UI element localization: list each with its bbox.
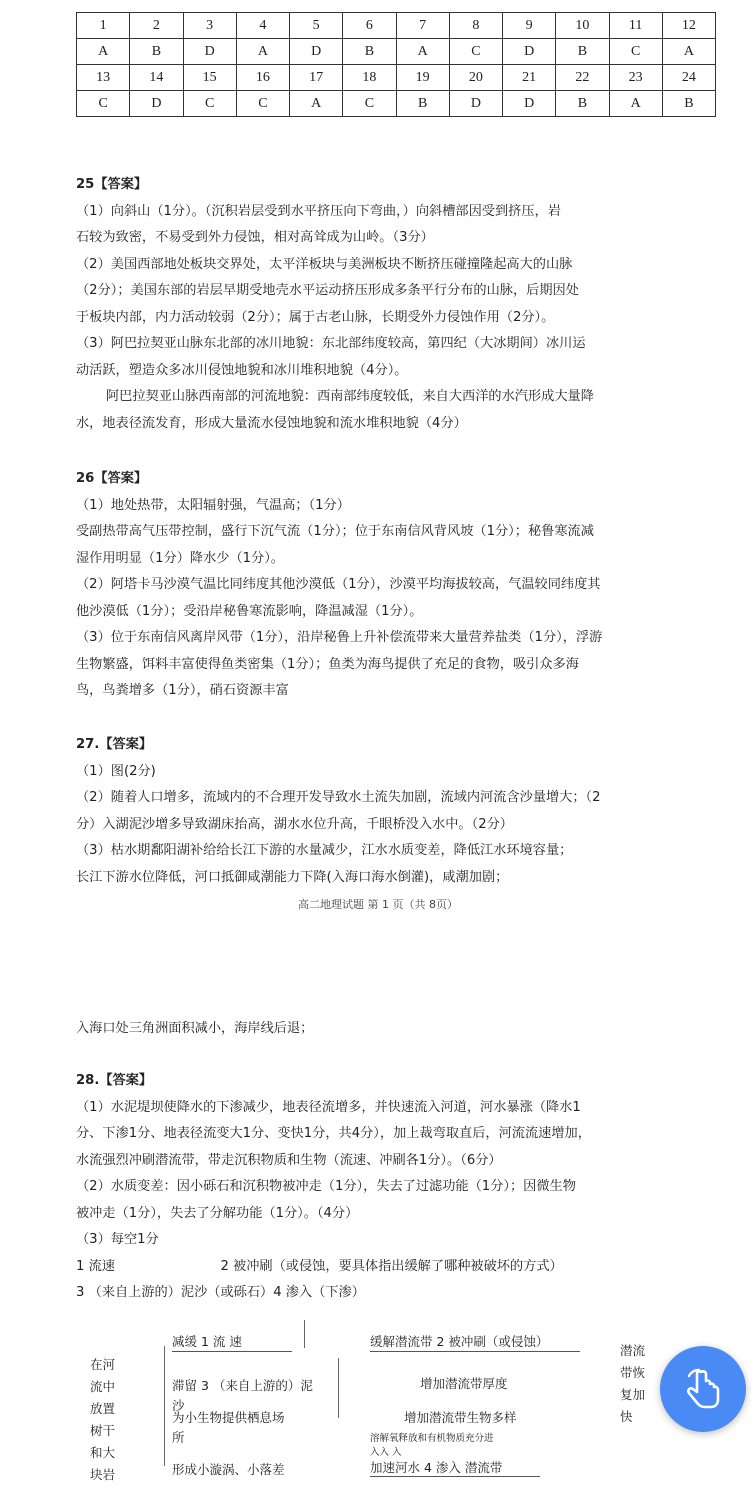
question-number-cell: 9 xyxy=(503,13,556,39)
answer-cell: A xyxy=(77,39,130,65)
diagram-right-5: 加速河水 4 渗入 潜流带 xyxy=(370,1460,503,1475)
underline xyxy=(370,1351,580,1352)
q27-title: 27.【答案】 xyxy=(76,737,153,752)
q25-line: （3）阿巴拉契亚山脉东北部的冰川地貌：东北部纬度较高，第四纪（大冰期间）冰川运 xyxy=(76,336,586,351)
question-number-cell: 4 xyxy=(236,13,289,39)
q28-line: 1 流速 2 被冲刷（或侵蚀，要具体指出缓解了哪种被破坏的方式） xyxy=(76,1258,563,1274)
answer-cell: D xyxy=(183,39,236,65)
answer-cell: A xyxy=(609,91,662,117)
q26-line: 鸟，鸟粪增多（1分），硝石资源丰富 xyxy=(76,683,289,698)
answer-cell: D xyxy=(130,91,183,117)
answer-cell: C xyxy=(183,91,236,117)
question-number-cell: 8 xyxy=(449,13,502,39)
question-number-cell: 15 xyxy=(183,65,236,91)
touch-hand-icon xyxy=(680,1366,726,1412)
answer-cell: C xyxy=(449,39,502,65)
answer-table-row xyxy=(77,65,716,91)
answer-cell: B xyxy=(662,91,715,117)
answer-cell: B xyxy=(130,39,183,65)
diagram-left-label: 在河 流中 放置 树干 和大 块岩 xyxy=(90,1357,116,1482)
question-number-cell: 3 xyxy=(183,13,236,39)
q28-line: （2）水质变差：因小砾石和沉积物被冲走（1分），失去了过滤功能（1分）；因微生物 xyxy=(76,1179,576,1194)
page-footer: 高二地理试题 第 1 页（共 8页） xyxy=(298,898,458,911)
answer-cell: A xyxy=(236,39,289,65)
diagram-mid-4: 形成小漩涡、小落差 xyxy=(172,1462,285,1477)
question-number-cell: 5 xyxy=(290,13,343,39)
floating-action-button[interactable] xyxy=(660,1346,746,1432)
q25-line: 动活跃，塑造众多冰川侵蚀地貌和冰川堆积地貌（4分）。 xyxy=(76,362,408,378)
question-number-cell: 13 xyxy=(77,65,130,91)
diagram-mid-3: 为小生物提供栖息场 xyxy=(172,1410,285,1425)
question-number-cell: 22 xyxy=(556,65,609,91)
question-number-cell: 20 xyxy=(449,65,502,91)
question-number-cell: 6 xyxy=(343,13,396,39)
q25-title: 25【答案】 xyxy=(76,177,148,192)
divider-line xyxy=(304,1320,305,1348)
q25-line: 石较为致密，不易受到外力侵蚀，相对高耸成为山岭。（3分） xyxy=(76,230,434,245)
q25-line: （2分）；美国东部的岩层早期受地壳水平运动挤压形成多条平行分布的山脉，后期因处 xyxy=(76,283,579,298)
underline xyxy=(370,1476,540,1477)
continued-text: 入海口处三角洲面积减小，海岸线后退； xyxy=(76,1021,314,1036)
answer-cell: D xyxy=(503,91,556,117)
question-number-cell: 18 xyxy=(343,65,396,91)
question-number-cell: 10 xyxy=(556,13,609,39)
bracket-line xyxy=(164,1346,165,1466)
question-number-cell: 17 xyxy=(290,65,343,91)
diagram-right-4b: 入入 入 xyxy=(370,1447,402,1458)
underline xyxy=(172,1351,292,1352)
diagram-right-1: 缓解潜流带 2 被冲刷（或侵蚀） xyxy=(370,1334,549,1349)
answer-cell: D xyxy=(290,39,343,65)
q28-title: 28.【答案】 xyxy=(76,1073,153,1088)
diagram-right-2: 增加潜流带厚度 xyxy=(420,1376,508,1391)
q26-line: 湿作用明显（1分）降水少（1分）。 xyxy=(76,550,284,566)
q26-line: （3）位于东南信风离岸风带（1分），沿岸秘鲁上升补偿流带来大量营养盐类（1分），浮游 xyxy=(76,630,603,645)
q28-section xyxy=(76,1068,716,1307)
answer-cell: A xyxy=(396,39,449,65)
answer-cell: D xyxy=(449,91,502,117)
q28-line: 被冲走（1分），失去了分解功能（1分）。（4分） xyxy=(76,1205,359,1221)
q28-line: 水流强烈冲刷潜流带，带走沉积物质和生物（流速、冲刷各1分）。（6分） xyxy=(76,1152,502,1168)
q25-section xyxy=(76,172,716,437)
answer-table-row xyxy=(77,39,716,65)
answer-table-row xyxy=(77,91,716,117)
answer-cell: C xyxy=(236,91,289,117)
answer-table-row xyxy=(77,13,716,39)
answer-cell: D xyxy=(503,39,556,65)
q26-line: （2）阿塔卡马沙漠气温比同纬度其他沙漠低（1分），沙漠平均海拔较高，气温较同纬度其 xyxy=(76,577,601,592)
diagram-mid-3b: 所 xyxy=(172,1430,185,1445)
q27-line: （3）枯水期鄱阳湖补给给长江下游的水量减少，江水水质变差，降低江水环境容量； xyxy=(76,843,573,858)
q27-line: （2）随着人口增多，流域内的不合理开发导致水土流失加剧，流域内河流含沙量增大；（2 xyxy=(76,790,601,805)
question-number-cell: 23 xyxy=(609,65,662,91)
question-number-cell: 7 xyxy=(396,13,449,39)
q28-line: 分、下渗1分、地表径流变大1分、变快1分，共4分），加上裁弯取直后，河流流速增加， xyxy=(76,1126,591,1141)
answer-cell: B xyxy=(556,91,609,117)
answer-cell: B xyxy=(343,39,396,65)
q26-line: 生物繁盛，饵料丰富使得鱼类密集（1分）；鱼类为海鸟提供了充足的食物，吸引众多海 xyxy=(76,656,579,672)
q27-section xyxy=(76,732,716,891)
diagram-right-4: 溶解氧释放和有机物质充分进 xyxy=(370,1433,494,1444)
question-number-cell: 16 xyxy=(236,65,289,91)
q25-line: （2）美国西部地处板块交界处，太平洋板块与美洲板块不断挤压碰撞隆起高大的山脉 xyxy=(76,256,573,272)
answer-table xyxy=(76,12,716,117)
q25-line: 阿巴拉契亚山脉西南部的河流地貌：西南部纬度较低，来自大西洋的水汽形成大量降 xyxy=(106,389,594,404)
q26-line: 受副热带高气压带控制，盛行下沉气流（1分）；位于东南信风背风坡（1分）；秘鲁寒流减 xyxy=(76,524,594,539)
answer-cell: B xyxy=(556,39,609,65)
question-number-cell: 1 xyxy=(77,13,130,39)
question-number-cell: 21 xyxy=(503,65,556,91)
q28-line: 3 （来自上游的）泥沙（或砾石）4 渗入（下渗） xyxy=(76,1285,365,1300)
question-number-cell: 12 xyxy=(662,13,715,39)
diagram-mid-1: 减缓 1 流 速 xyxy=(172,1334,242,1349)
q26-line: （1）地处热带，太阳辐射强，气温高；（1分） xyxy=(76,497,350,513)
divider-line xyxy=(338,1358,339,1418)
q28-line: （3）每空1分 xyxy=(76,1232,159,1247)
q26-line: 他沙漠低（1分）；受沿岸秘鲁寒流影响，降温减湿（1分）。 xyxy=(76,603,423,619)
answer-cell: A xyxy=(290,91,343,117)
q27-line: （1）图(2分) xyxy=(76,763,156,779)
answer-cell: C xyxy=(343,91,396,117)
q25-line: 水，地表径流发育，形成大量流水侵蚀地貌和流水堆积地貌（4分） xyxy=(76,415,467,431)
question-number-cell: 2 xyxy=(130,13,183,39)
q25-line: 于板块内部，内力活动较弱（2分）；属于古老山脉，长期受外力侵蚀作用（2分）。 xyxy=(76,309,555,325)
question-number-cell: 24 xyxy=(662,65,715,91)
q25-line: （1）向斜山（1分）。（沉积岩层受到水平挤压向下弯曲，）向斜槽部因受到挤压，岩 xyxy=(76,203,561,219)
answer-cell: C xyxy=(77,91,130,117)
q27-line: 长江下游水位降低，河口抵御咸潮能力下降(入海口海水倒灌)，咸潮加剧； xyxy=(76,869,509,885)
answer-cell: B xyxy=(396,91,449,117)
q26-section xyxy=(76,466,716,705)
diagram-mid-2b: 沙 xyxy=(172,1398,185,1413)
river-restoration-diagram xyxy=(80,1318,740,1490)
diagram-result-label: 潜流 带恢 复加 快 xyxy=(620,1343,646,1424)
q28-line: （1）水泥堤坝使降水的下渗减少，地表径流增多，并快速流入河道，河水暴涨（降水1 xyxy=(76,1099,581,1115)
q27-line: 分）入湖泥沙增多导致湖床抬高，湖水水位升高，千眼桥没入水中。（2分） xyxy=(76,816,513,832)
answer-cell: A xyxy=(662,39,715,65)
diagram-right-3: 增加潜流带生物多样 xyxy=(404,1410,517,1425)
question-number-cell: 14 xyxy=(130,65,183,91)
question-number-cell: 11 xyxy=(609,13,662,39)
question-number-cell: 19 xyxy=(396,65,449,91)
answer-cell: C xyxy=(609,39,662,65)
q26-title: 26【答案】 xyxy=(76,471,148,486)
diagram-mid-2: 滞留 3 （来自上游的）泥 xyxy=(172,1378,313,1393)
